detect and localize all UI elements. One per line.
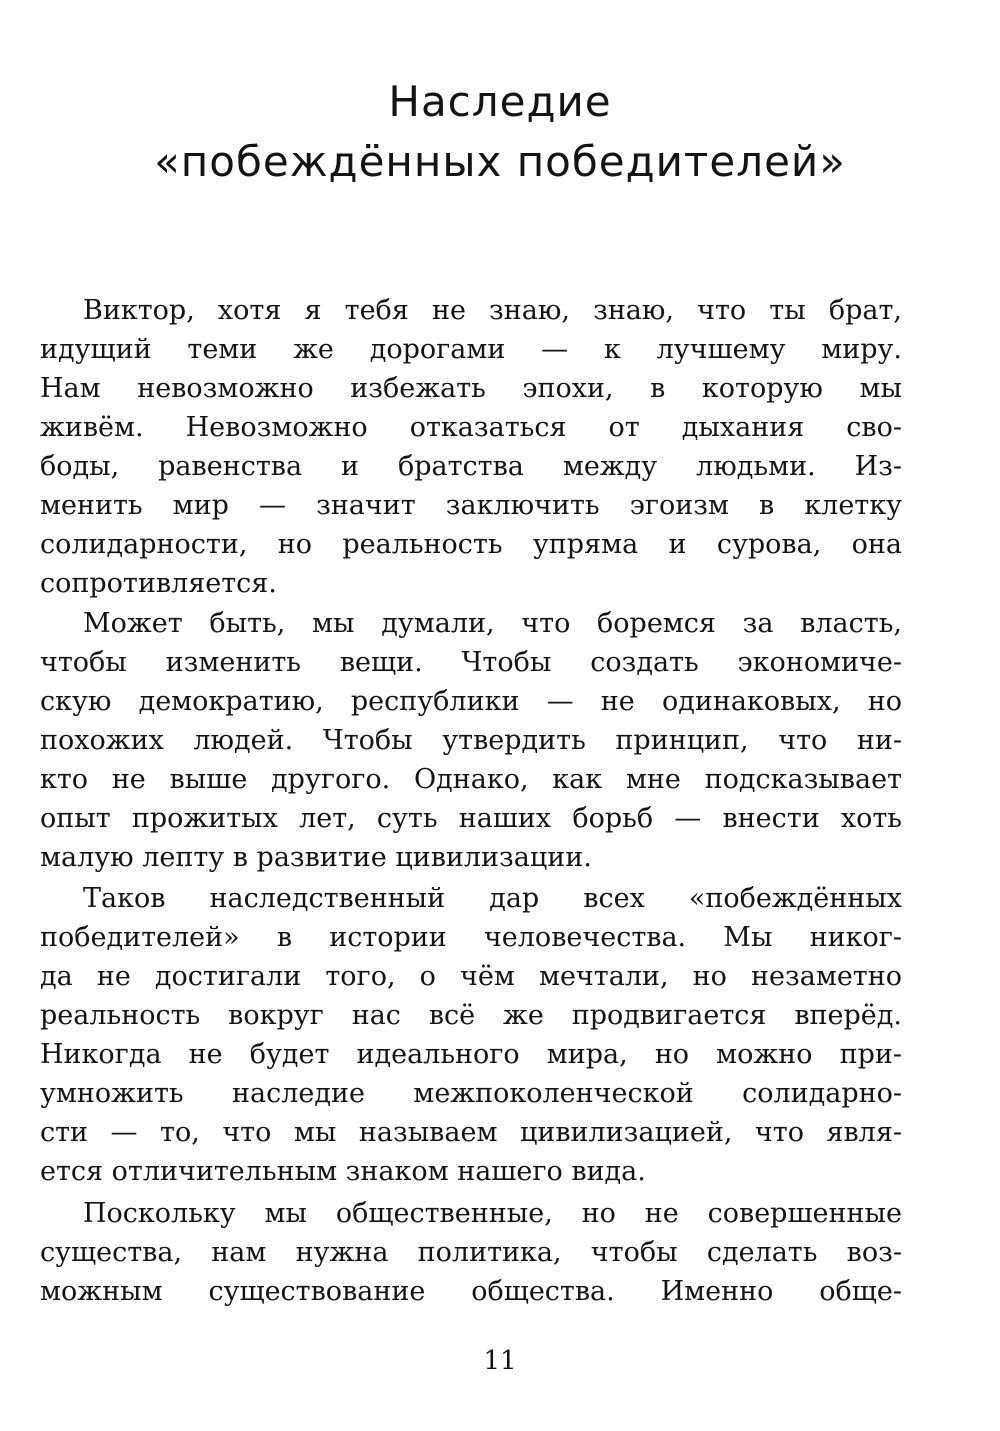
text-line: существа, нам нужна политика, чтобы сделать воз- <box>40 1237 902 1268</box>
chapter-title-line-2: «побеждённых победителей» <box>154 137 846 186</box>
text-line: Никогда не будет идеального мира, но можно при- <box>40 1039 902 1070</box>
text-line: реальность вокруг нас всё же продвигается вперёд. <box>40 1000 902 1031</box>
text-line: Виктор, хотя я тебя не знаю, знаю, что ты брат, <box>83 295 902 326</box>
text-line: боды, равенства и братства между людьми. Из- <box>40 451 902 482</box>
text-line: менить мир — значит заключить эгоизм в клетку <box>40 490 902 521</box>
text-line: Поскольку мы общественные, но не совершенные <box>83 1198 902 1229</box>
text-line: сопротивляется. <box>40 568 277 599</box>
text-line: ется отличительным знаком нашего вида. <box>40 1156 646 1187</box>
text-line: опыт прожитых лет, суть наших борьб — внести хоть <box>40 803 902 834</box>
text-line: сти — то, что мы называем цивилизацией, что явля- <box>40 1117 902 1148</box>
text-line: кто не выше другого. Однако, как мне подсказывает <box>40 764 902 795</box>
text-line: скую демократию, республики — не одинаковых, но <box>40 686 902 717</box>
page-number: 11 <box>483 1346 517 1376</box>
text-line: идущий теми же дорогами — к лучшему миру. <box>40 334 902 365</box>
text-line: малую лепту в развитие цивилизации. <box>40 842 592 873</box>
text-line: похожих людей. Чтобы утвердить принцип, что ни- <box>40 725 902 756</box>
text-line: да не достигали того, о чём мечтали, но незаметно <box>40 961 902 992</box>
text-line: Нам невозможно избежать эпохи, в которую мы <box>40 373 902 404</box>
text-line: Может быть, мы думали, что боремся за власть, <box>83 608 902 639</box>
text-line: солидарности, но реальность упряма и сурова, она <box>40 529 902 560</box>
text-line: можным существование общества. Именно обще- <box>40 1276 902 1307</box>
text-line: чтобы изменить вещи. Чтобы создать экономиче- <box>40 647 902 678</box>
text-line: умножить наследие межпоколенческой солидарно- <box>40 1078 902 1109</box>
text-line: Таков наследственный дар всех «побеждённых <box>83 883 902 914</box>
chapter-title-line-1: Наследие <box>388 77 612 126</box>
text-line: живём. Невозможно отказаться от дыхания сво- <box>40 412 902 443</box>
text-line: победителей» в истории человечества. Мы никог- <box>40 922 902 953</box>
